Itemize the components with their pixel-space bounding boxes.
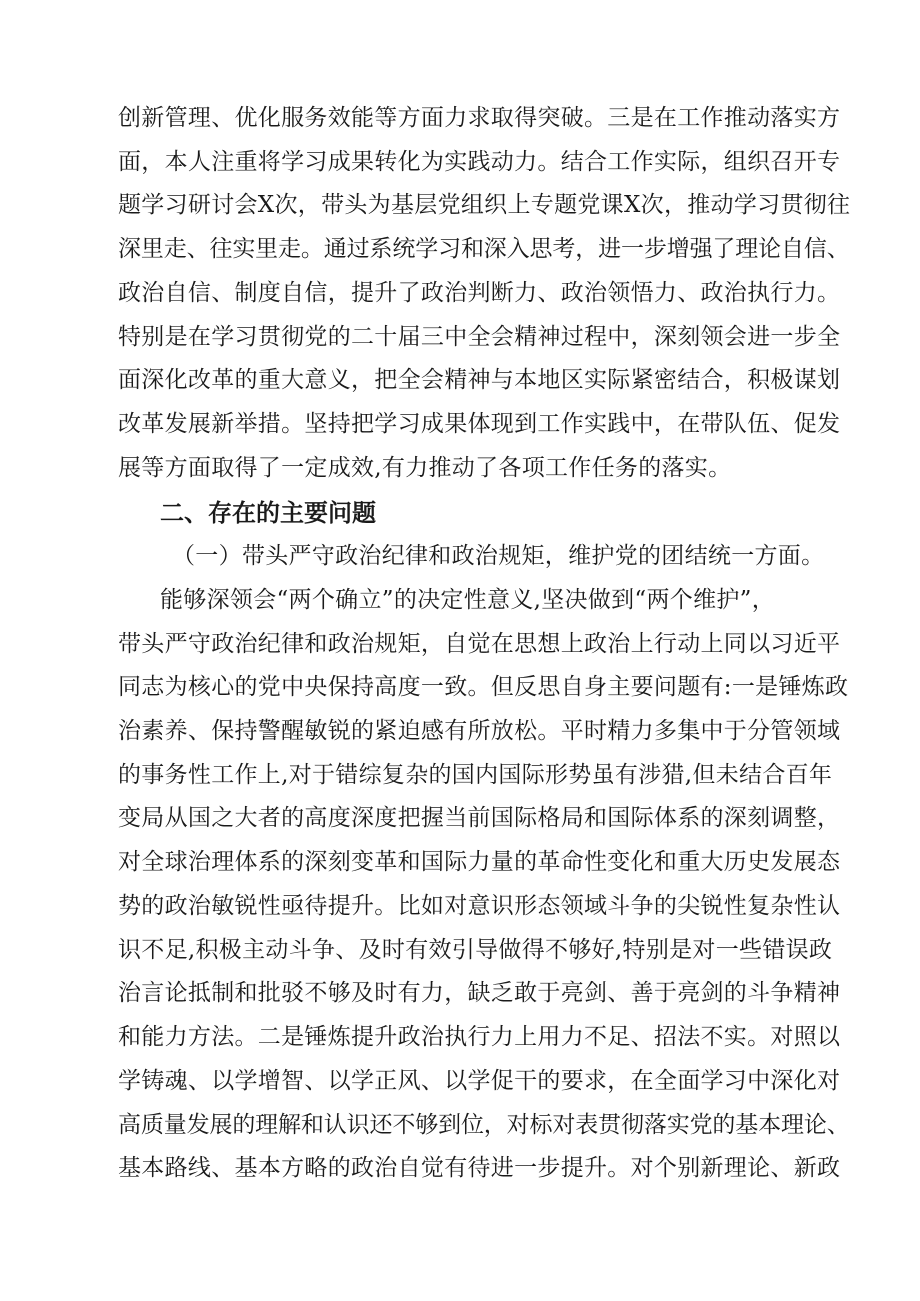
body-line: 深里走、往实里走。通过系统学习和深入思考，进一步增强了理论自信、 <box>118 236 850 262</box>
body-line: 创新管理、优化服务效能等方面力求取得突破。三是在工作推动落实方 <box>118 105 841 131</box>
body-line: 题学习研讨会X次，带头为基层党组织上专题党课X次，推动学习贯彻往 <box>118 192 851 218</box>
body-line: 对全球治理体系的深刻变革和国际力量的革命性变化和重大历史发展态 <box>118 849 841 875</box>
body-line: 基本路线、基本方略的政治自觉有待进一步提升。对个别新理论、新政 <box>118 1155 841 1181</box>
body-line: 和能力方法。二是锤炼提升政治执行力上用力不足、招法不实。对照以 <box>118 1024 841 1050</box>
subheading: （一）带头严守政治纪律和政治规矩，维护党的团结统一方面。 <box>172 543 825 569</box>
body-line: 治言论抵制和批驳不够及时有力，缺乏敢于亮剑、善于亮剑的斗争精神 <box>118 980 841 1006</box>
body-line: 势的政治敏锐性亟待提升。比如对意识形态领域斗争的尖锐性复杂性认 <box>118 893 841 919</box>
body-line: 的事务性工作上,对于错综复杂的国内国际形势虽有涉猎,但未结合百年 <box>118 762 833 788</box>
body-line: 展等方面取得了一定成效,有力推动了各项工作任务的落实。 <box>118 455 732 481</box>
section-heading: 二、存在的主要问题 <box>160 499 376 527</box>
body-line: 特别是在学习贯彻党的二十届三中全会精神过程中，深刻领会进一步全 <box>118 324 841 350</box>
body-line: 治素养、保持警醒敏锐的紧迫感有所放松。平时精力多集中于分管领域 <box>118 718 841 744</box>
body-line: 政治自信、制度自信，提升了政治判断力、政治领悟力、政治执行力。 <box>118 280 841 306</box>
body-line: 带头严守政治纪律和政治规矩，自觉在思想上政治上行动上同以习近平 <box>118 631 841 657</box>
body-line: 面深化改革的重大意义，把全会精神与本地区实际紧密结合，积极谋划 <box>118 367 841 393</box>
body-line: 改革发展新举措。坚持把学习成果体现到工作实践中，在带队伍、促发 <box>118 411 841 437</box>
body-line: 学铸魂、以学增智、以学正风、以学促干的要求，在全面学习中深化对 <box>118 1068 841 1094</box>
body-line: 高质量发展的理解和认识还不够到位，对标对表贯彻落实党的基本理论、 <box>118 1112 850 1138</box>
body-line: 面，本人注重将学习成果转化为实践动力。结合工作实际，组织召开专 <box>118 149 841 175</box>
body-line: 变局从国之大者的高度深度把握当前国际格局和国际体系的深刻调整， <box>118 805 841 831</box>
body-line: 同志为核心的党中央保持高度一致。但反思自身主要问题有:一是锤炼政 <box>118 674 849 700</box>
body-line: 识不足,积极主动斗争、及时有效引导做得不够好,特别是对一些错误政 <box>118 937 833 963</box>
body-line: 能够深领会“两个确立”的决定性意义,坚决做到“两个维护”， <box>160 587 776 613</box>
